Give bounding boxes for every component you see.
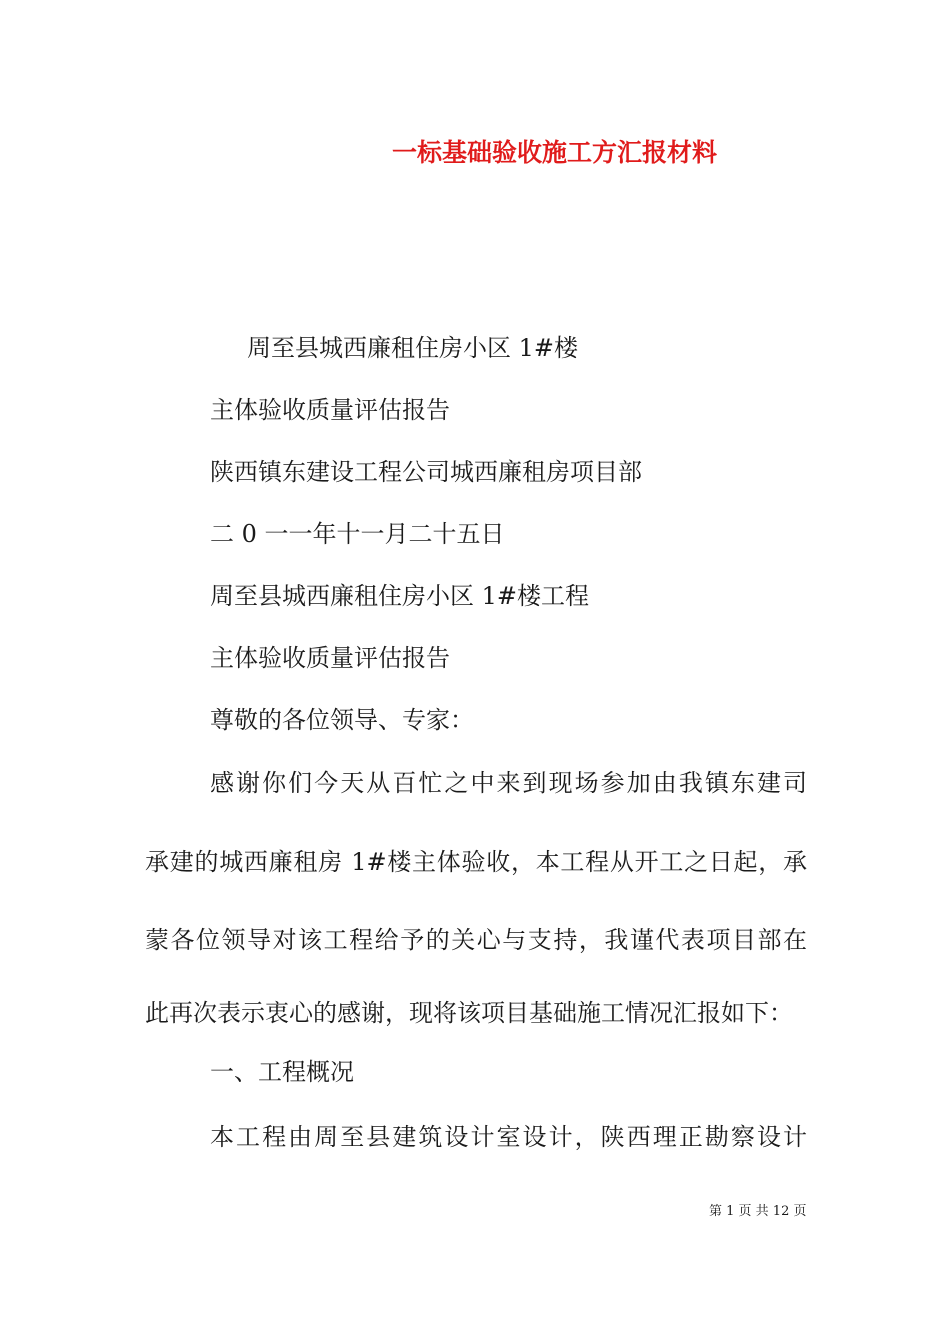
project-name-line-2: 周至县城西廉租住房小区 1#楼工程 (210, 582, 590, 610)
paragraph-line: 承建的城西廉租房 1#楼主体验收，本工程从开工之日起，承 (145, 848, 807, 876)
salutation-line: 尊敬的各位领导、专家： (210, 706, 474, 734)
paragraph-line: 此再次表示衷心的感谢，现将该项目基础施工情况汇报如下： (145, 999, 793, 1027)
paragraph-line: 本工程由周至县建筑设计室设计，陕西理正勘察设计 (210, 1123, 807, 1151)
report-title-line: 主体验收质量评估报告 (210, 396, 450, 424)
date-line: 二 0 一一年十一月二十五日 (210, 520, 505, 548)
section-heading: 一、工程概况 (210, 1058, 354, 1086)
company-line: 陕西镇东建设工程公司城西廉租房项目部 (210, 458, 642, 486)
document-title: 一标基础验收施工方汇报材料 (392, 138, 718, 167)
page-footer: 第 1 页 共 12 页 (709, 1204, 807, 1219)
paragraph-line: 感谢你们今天从百忙之中来到现场参加由我镇东建司 (210, 769, 807, 797)
paragraph-line: 蒙各位领导对该工程给予的关心与支持，我谨代表项目部在 (145, 926, 807, 954)
report-title-line-2: 主体验收质量评估报告 (210, 644, 450, 672)
project-name-line: 周至县城西廉租住房小区 1#楼 (247, 334, 579, 362)
